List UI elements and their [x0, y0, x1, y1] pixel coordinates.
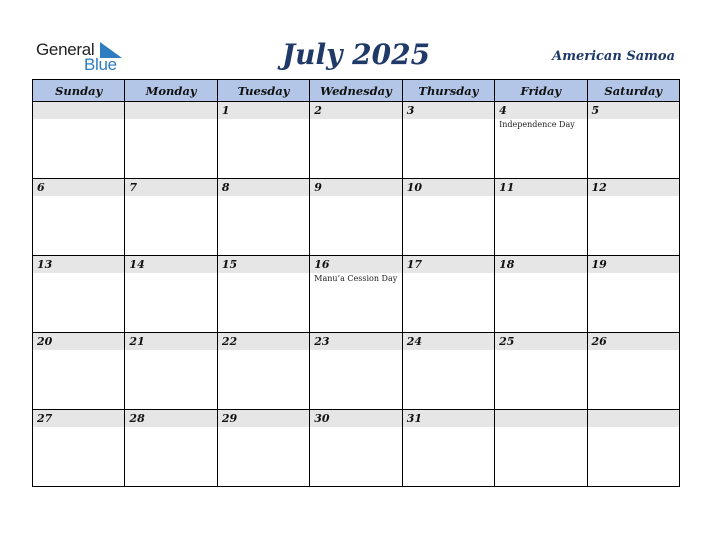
day-number: 18: [495, 256, 586, 273]
holiday-label: [403, 119, 494, 120]
day-cell: [587, 333, 679, 410]
holiday-label: [495, 273, 586, 274]
day-number: 20: [33, 333, 124, 350]
day-cell: [587, 256, 679, 333]
holiday-label: [33, 273, 124, 274]
holiday-label: [218, 350, 309, 351]
calendar-title: July 2025: [281, 38, 431, 71]
day-cell: [33, 179, 125, 256]
day-cell: [33, 256, 125, 333]
day-number: 26: [588, 333, 679, 350]
holiday-label: [495, 196, 586, 197]
day-cell: [217, 410, 309, 487]
day-number: 13: [33, 256, 124, 273]
holiday-label: [218, 427, 309, 428]
day-number: 30: [310, 410, 401, 427]
day-cell: [217, 179, 309, 256]
day-number: [125, 102, 216, 119]
week-row: [33, 179, 680, 256]
holiday-label: [403, 196, 494, 197]
holiday-label: [495, 350, 586, 351]
day-number: 25: [495, 333, 586, 350]
day-cell: [495, 179, 587, 256]
holiday-label: [33, 196, 124, 197]
day-number: [588, 410, 679, 427]
holiday-label: [218, 119, 309, 120]
day-cell: [587, 102, 679, 179]
holiday-label: [588, 119, 679, 120]
holiday-label: [218, 273, 309, 274]
day-cell: [217, 102, 309, 179]
day-number: 29: [218, 410, 309, 427]
day-cell: [495, 333, 587, 410]
day-number: 6: [33, 179, 124, 196]
week-row: [33, 410, 680, 487]
day-number: 10: [403, 179, 494, 196]
day-number: 7: [125, 179, 216, 196]
holiday-label: [218, 196, 309, 197]
holiday-label: [33, 119, 124, 120]
day-cell: [310, 102, 402, 179]
day-number: [33, 102, 124, 119]
day-number: 15: [218, 256, 309, 273]
holiday-label: [125, 196, 216, 197]
weekday-thursday: Thursday: [402, 80, 494, 102]
logo-text-general: General: [36, 40, 95, 59]
day-cell: [310, 410, 402, 487]
weekday-monday: Monday: [125, 80, 217, 102]
day-cell: [310, 179, 402, 256]
weekday-friday: Friday: [495, 80, 587, 102]
weekday-wednesday: Wednesday: [310, 80, 402, 102]
day-number: 8: [218, 179, 309, 196]
day-number: 17: [403, 256, 494, 273]
day-cell: [33, 333, 125, 410]
day-cell: [310, 256, 402, 333]
country-name: American Samoa: [552, 49, 675, 64]
holiday-label: [125, 427, 216, 428]
holiday-label: [33, 350, 124, 351]
day-number: 27: [33, 410, 124, 427]
holiday-label: [495, 427, 586, 428]
holiday-label: [403, 427, 494, 428]
day-cell: [33, 102, 125, 179]
day-number: 23: [310, 333, 401, 350]
holiday-label: [403, 350, 494, 351]
day-number: 28: [125, 410, 216, 427]
day-number: 12: [588, 179, 679, 196]
day-cell: [33, 410, 125, 487]
day-cell: [495, 256, 587, 333]
week-row: [33, 333, 680, 410]
holiday-label: [588, 350, 679, 351]
day-cell: [125, 256, 217, 333]
calendar-grid: [32, 79, 680, 487]
day-cell: [125, 179, 217, 256]
day-number: 31: [403, 410, 494, 427]
day-number: 4: [495, 102, 586, 119]
day-cell: [310, 333, 402, 410]
day-cell: [495, 102, 587, 179]
day-cell: [125, 333, 217, 410]
day-number: 21: [125, 333, 216, 350]
holiday-label: [33, 427, 124, 428]
day-number: 11: [495, 179, 586, 196]
holiday-label: [588, 427, 679, 428]
day-number: 2: [310, 102, 401, 119]
holiday-label: [310, 196, 401, 197]
holiday-label: [125, 350, 216, 351]
day-number: 24: [403, 333, 494, 350]
day-number: 16: [310, 256, 401, 273]
day-number: 22: [218, 333, 309, 350]
holiday-label: Manu’a Cession Day: [314, 274, 398, 283]
week-row: [33, 256, 680, 333]
weekday-saturday: Saturday: [587, 80, 679, 102]
day-number: 9: [310, 179, 401, 196]
day-cell: [402, 102, 494, 179]
day-cell: [402, 179, 494, 256]
holiday-label: [310, 119, 401, 120]
day-cell: [587, 179, 679, 256]
day-number: 3: [403, 102, 494, 119]
day-cell: [217, 256, 309, 333]
weekday-tuesday: Tuesday: [217, 80, 309, 102]
day-number: 19: [588, 256, 679, 273]
holiday-label: [403, 273, 494, 274]
logo-text-blue: Blue: [84, 55, 117, 74]
holiday-label: [125, 119, 216, 120]
day-cell: [402, 333, 494, 410]
holiday-label: [588, 196, 679, 197]
day-number: 5: [588, 102, 679, 119]
day-cell: [402, 410, 494, 487]
week-row: [33, 102, 680, 179]
day-cell: [495, 410, 587, 487]
day-cell: [587, 410, 679, 487]
day-cell: [125, 410, 217, 487]
holiday-label: Independence Day: [499, 120, 575, 129]
day-cell: [402, 256, 494, 333]
weekday-sunday: Sunday: [33, 80, 125, 102]
holiday-label: [310, 427, 401, 428]
holiday-label: [588, 273, 679, 274]
day-number: 14: [125, 256, 216, 273]
day-cell: [125, 102, 217, 179]
weekday-header-row: [33, 80, 680, 102]
day-cell: [217, 333, 309, 410]
holiday-label: [125, 273, 216, 274]
day-number: 1: [218, 102, 309, 119]
day-number: [495, 410, 586, 427]
holiday-label: [310, 350, 401, 351]
